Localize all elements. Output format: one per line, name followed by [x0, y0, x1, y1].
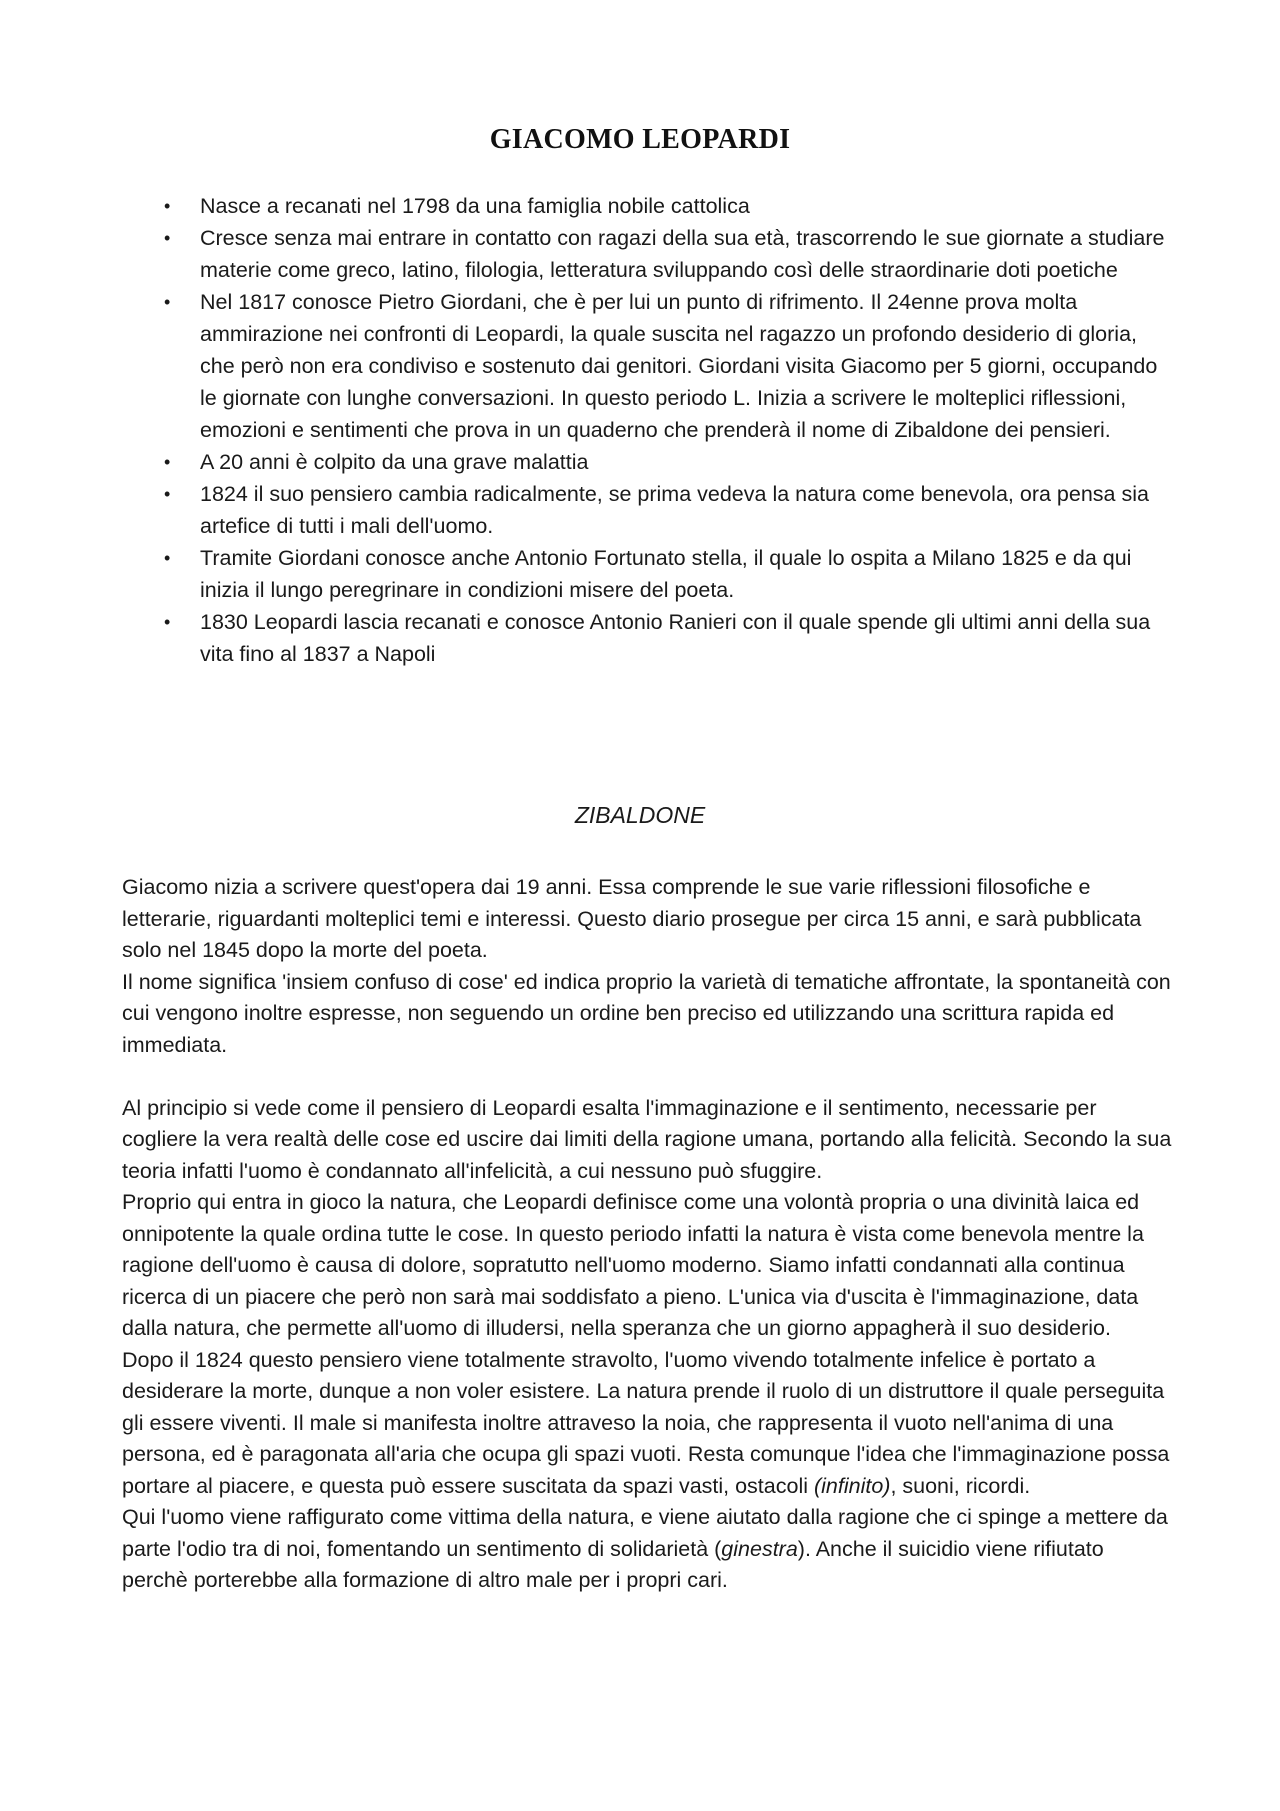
list-item — [160, 286, 1170, 446]
bullet-icon: • — [164, 612, 171, 632]
list-item-text: 1830 Leopardi lascia recanati e conosce Antonio Ranieri con il quale spende gli ultimi anni della sua vita fino al 1837 a Napoli — [200, 610, 1151, 666]
paragraph: Al principio si vede come il pensiero di Leopardi esalta l'immaginazione e il sentimento, necessarie per cogliere la vera realtà delle cose ed uscire dai limiti della ragione umana, portando alla felicità. Secondo la sua teoria infatti l'uomo è condannato all'infelicità, a cui nessuno può sfuggire. — [122, 1095, 1172, 1183]
paragraph-gap — [122, 1061, 1172, 1093]
biography-bullet-list — [160, 190, 1170, 670]
paragraph — [122, 1345, 1172, 1503]
paragraph: Proprio qui entra in gioco la natura, che Leopardi definisce come una volontà propria o una divinità laica ed onnipotente la quale ordina tutte le cose. In questo periodo infatti la natura è vista come benevola mentre la ragione dell'uomo è causa di dolore, sopratutto nell'uomo moderno. Siamo infatti condannati alla continua ricerca di un piacere che però non sarà mai soddisfato a pieno. L'unica via d'uscita è l'immaginazione, data dalla natura, che permette all'uomo di illudersi, nella speranza che un giorno appagherà il suo desiderio. — [122, 1190, 1144, 1340]
list-item-text: Nasce a recanati nel 1798 da una famiglia nobile cattolica — [200, 194, 750, 218]
bullet-icon: • — [164, 196, 171, 216]
section-body — [122, 872, 1172, 1597]
bullet-icon: • — [164, 484, 171, 504]
list-item-text: 1824 il suo pensiero cambia radicalmente, se prima vedeva la natura come benevola, ora pensa sia artefice di tutti i mali dell'uomo. — [200, 482, 1149, 538]
list-item-text: Nel 1817 conosce Pietro Giordani, che è per lui un punto di rifrimento. Il 24enne prova molta ammirazione nei confronti di Leopardi, la quale suscita nel ragazzo un profondo desiderio di gloria, che però non era condiviso e sostenuto dai genitori. Giordani visita Giacomo per 5 giorni, occupando le giornate con lunghe conversazioni. In questo periodo L. Inizia a scrivere le molteplici riflessioni, emozioni e sentimenti che prova in un quaderno che prenderà il nome di Zibaldone dei pensieri. — [200, 290, 1158, 442]
list-item — [160, 222, 1170, 286]
paragraph-text: Dopo il 1824 questo pensiero viene totalmente stravolto, l'uomo vivendo totalmente infelice è portato a desiderare la morte, dunque a non voler esistere. La natura prende il ruolo di un distruttore il quale perseguita gli essere viventi. Il male si manifesta inoltre attraveso la noia, che rappresenta il vuoto nell'anima di una persona, ed è paragonata all'aria che ocupa gli spazi vuoti. Resta comunque l'idea che l'immaginazione possa portare al piacere, e questa può essere suscitata da spazi vasti, ostacoli — [122, 1347, 1170, 1498]
paragraph: Il nome significa 'insiem confuso di cose' ed indica proprio la varietà di tematiche affrontate, la spontaneità con cui vengono inoltre espresse, non seguendo un ordine ben preciso ed utilizzando una scrittura rapida ed immediata. — [122, 969, 1171, 1057]
list-item — [160, 478, 1170, 542]
list-item-text: Tramite Giordani conosce anche Antonio Fortunato stella, il quale lo ospita a Milano 1825 e da qui inizia il lungo peregrinare in condizioni misere del poeta. — [200, 546, 1132, 602]
section-title: ZIBALDONE — [574, 802, 706, 828]
paragraph-text: ). Anche il suicidio viene rifiutato perchè porterebbe alla formazione di altro male per i propri cari. — [122, 1536, 1104, 1592]
list-item-text: Cresce senza mai entrare in contatto con ragazi della sua età, trascorrendo le sue giornate a studiare materie come greco, latino, filologia, letteratura sviluppando così delle straordinarie doti poetiche — [200, 226, 1165, 282]
list-item — [160, 606, 1170, 670]
list-item — [160, 446, 1170, 478]
paragraph-text: Qui l'uomo viene raffigurato come vittima della natura, e viene aiutato dalla ragione che ci spinge a mettere da parte l'odio tra di noi, fomentando un sentimento di solidarietà ( — [122, 1505, 1168, 1561]
bullet-icon: • — [164, 292, 171, 312]
list-item-text: A 20 anni è colpito da una grave malattia — [200, 450, 589, 474]
list-item — [160, 542, 1170, 606]
list-item — [160, 190, 1170, 222]
italic-term: ginestra — [721, 1536, 798, 1561]
bullet-icon: • — [164, 548, 171, 568]
bullet-icon: • — [164, 228, 171, 248]
page-title: GIACOMO LEOPARDI — [489, 124, 791, 155]
bullet-icon: • — [164, 452, 171, 472]
paragraph — [122, 1502, 1172, 1597]
italic-term: (infinito) — [813, 1473, 891, 1498]
paragraph: Giacomo nizia a scrivere quest'opera dai 19 anni. Essa comprende le sue varie riflessioni filosofiche e letterarie, riguardanti molteplici temi e interessi. Questo diario prosegue per circa 15 anni, e sarà pubblicata solo nel 1845 dopo la morte del poeta. — [122, 875, 1142, 962]
paragraph-text: , suoni, ricordi. — [890, 1473, 1031, 1498]
